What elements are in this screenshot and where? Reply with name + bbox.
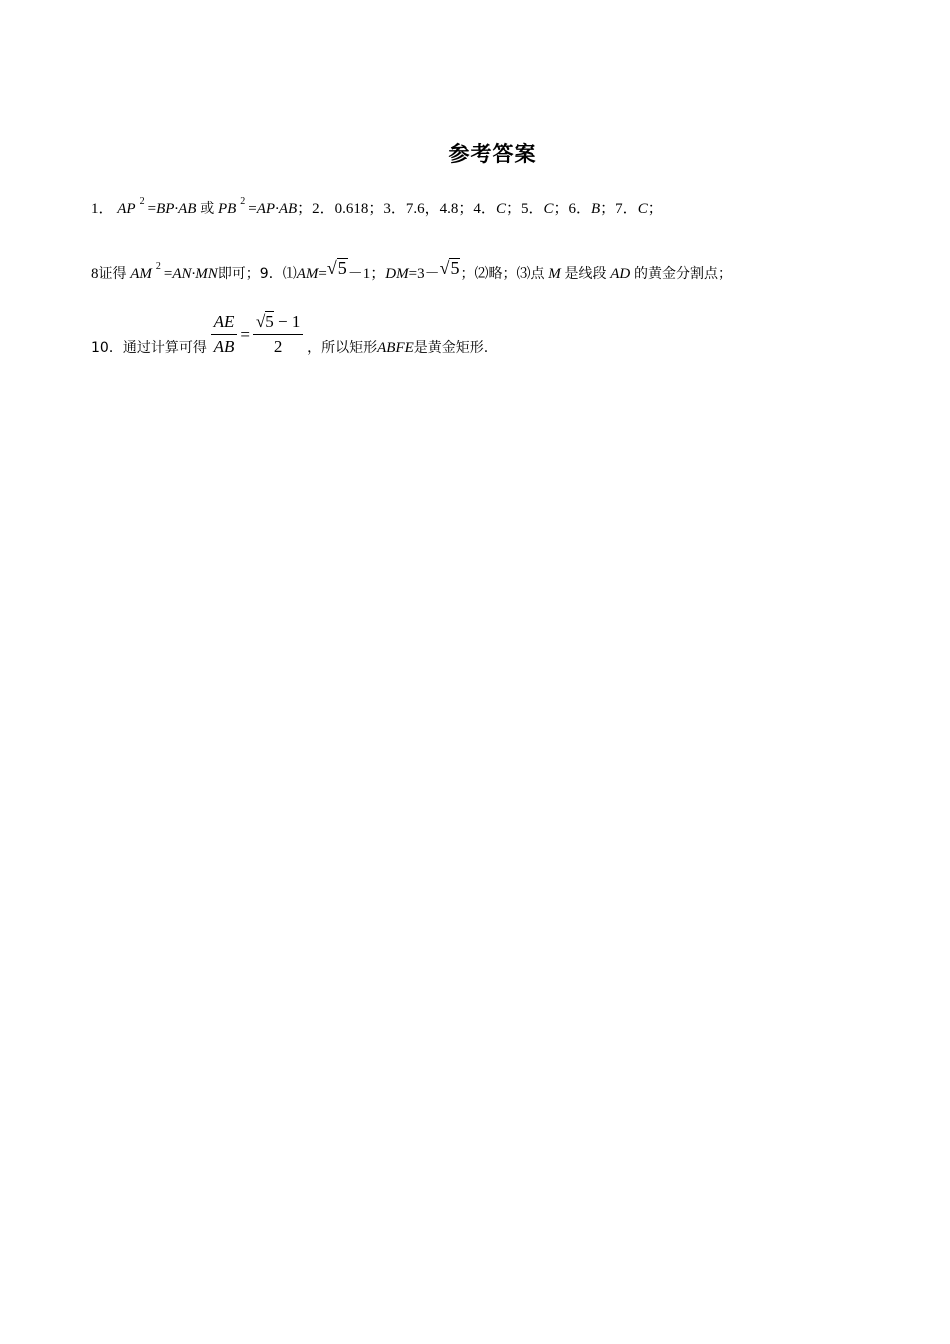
answer-5-label: ；5．: [505, 201, 544, 217]
answer-line-2: [91, 258, 732, 283]
sqrt-5-b: [440, 258, 461, 279]
math-ad: AD: [610, 266, 631, 282]
answer-8-number: 8: [91, 266, 99, 282]
equals-3: =: [163, 266, 173, 282]
math-an-mn: AN·MN: [172, 266, 218, 282]
conclusion-text: 是黄金矩形.: [413, 339, 489, 356]
math-am: AM: [130, 266, 152, 282]
math-abfe: ABFE: [377, 339, 414, 356]
equals-three-minus: =3－: [408, 266, 440, 282]
answer-6-label: ；6．: [553, 201, 591, 217]
math-dm: DM: [385, 266, 409, 282]
golden-denominator: 2: [273, 337, 283, 356]
answer-5-choice: C: [543, 201, 554, 217]
math-ap: AP: [117, 201, 136, 217]
line-end: ；: [647, 201, 663, 217]
answer-line-1: [91, 197, 663, 218]
answer-10-intro: 10．通过计算可得: [91, 339, 207, 356]
sqrt-5-a: [327, 258, 348, 279]
answer-7-choice: C: [637, 201, 648, 217]
equals-5: =: [240, 324, 250, 344]
is-segment-text: 是线段: [564, 266, 607, 282]
fraction-numerator: AE: [211, 310, 238, 335]
or-text: 或: [200, 201, 215, 217]
answer-line-3: [91, 310, 488, 359]
math-ap-ab: AP·AB: [256, 201, 298, 217]
equals-2: =: [248, 201, 257, 217]
answer-6-choice: B: [591, 201, 601, 217]
prove-text: 证得: [98, 266, 127, 282]
equals-4: =: [318, 266, 327, 282]
equals: =: [147, 201, 157, 217]
answer-4-choice: C: [495, 201, 506, 217]
radical-sign-2: √: [439, 258, 450, 278]
superscript-2: 2: [139, 196, 145, 207]
fraction-ae-ab: [211, 310, 238, 359]
answer-7-label: ；7．: [600, 201, 638, 217]
superscript-2b: 2: [240, 196, 246, 207]
radical-sign: √: [326, 258, 337, 278]
math-bp-ab: BP·AB: [156, 201, 197, 217]
answers-2-4: ；2．0.618；3．7.6，4.8；4．: [297, 201, 496, 217]
fraction-golden-ratio: [253, 310, 303, 359]
radicand-2: 5: [450, 258, 460, 278]
so-rectangle-text: ，所以矩形: [307, 339, 378, 356]
page-title: 参考答案: [448, 142, 537, 166]
golden-numerator: [253, 310, 303, 335]
minus-one-2: − 1: [273, 312, 301, 331]
math-am-2: AM: [296, 266, 319, 282]
minus-one: －1；: [347, 266, 386, 282]
superscript-2c: 2: [155, 261, 161, 272]
fraction-denominator: AB: [213, 337, 235, 356]
math-m: M: [548, 266, 561, 282]
part-2-text: ；⑵略；⑶点: [460, 266, 545, 282]
answer-1-number: 1．: [91, 201, 114, 217]
radicand: 5: [337, 258, 347, 278]
radical-sign-3: √: [255, 312, 266, 331]
radicand-3: 5: [265, 312, 274, 331]
math-pb: PB: [217, 201, 237, 217]
golden-section-text: 的黄金分割点；: [633, 266, 732, 282]
answer-9-intro: 即可；9．⑴: [217, 266, 297, 282]
